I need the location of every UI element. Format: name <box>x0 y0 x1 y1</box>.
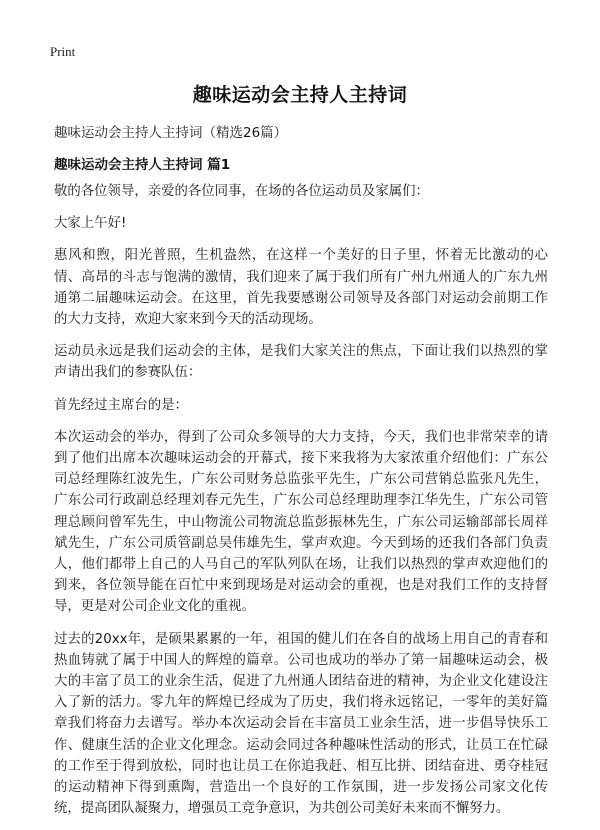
section-heading: 趣味运动会主持人主持词 篇1 <box>54 157 231 173</box>
page-title: 趣味运动会主持人主持词 <box>192 84 408 106</box>
paragraph-first-team: 首先经过主席台的是： <box>54 397 188 413</box>
paragraph-intro: 惠风和煦，阳光普照，生机盎然，在这样一个美好的日子里，怀着无比激动的心情、高昂的斗志与饱满的激情，我们迎来了属于我们所有广州九州通人的广东九州通第二届趣味运动会。在这里，首先我要感谢公司领导及各部门对运动会前期工作的大力支持，欢迎大家来到今天的活动现场。 <box>54 248 548 328</box>
document-body <box>54 181 548 830</box>
paragraph-hello: 大家上午好! <box>54 216 127 232</box>
paragraph-review: 过去的20xx年，是硕果累累的一年，祖国的健儿们在各自的战场上用自己的青春和热血铸就了属于中国人的辉煌的篇章。公司也成功的举办了第一届趣味运动会，极大的丰富了员工的业余生活，促进了九州通人团结奋进的精神，为企业文化建设注入了新的活力。零九年的辉煌已经成为了历史，我们将永远铭记，一零年的美好篇章我们将奋力去谱写。举办本次运动会旨在丰富员工业余生活，进一步倡导快乐工作、健康生活的企业文化理念。运动会同过各种趣味性活动的形式，让员工在忙碌的工作至于得到放松，同时也让员工在你追我赶、相互比拼、团结奋进、勇夺桂冠的运动精神下得到熏陶，营造出一个良好的工作氛围，进一步发扬公司家文化传统，提高团队凝聚力，增强员工竞争意识，为共创公司美好未来而不懈努力。 <box>54 631 548 817</box>
paragraph-leaders: 本次运动会的举办，得到了公司众多领导的大力支持，今天，我们也非常荣幸的请到了他们出席本次趣味运动会的开幕式，接下来我将为大家浓重介绍他们：广东公司总经理陈红波先生，广东公司财务总监张平先生，广东公司营销总监张凡先生，广东公司行政副总经理刘春元先生，广东公司总经理助理李江华先生，广东公司管理总顾问曾军先生，中山物流公司物流总监彭振林先生，广东公司运输部部长周祥斌先生，广东公司质管副总吴伟雄先生，掌声欢迎。今天到场的还我们各部门负责人，他们都带上自己的人马自己的军队列队在场，让我们以热烈的掌声欢迎他们的到来，各位领导能在百忙中来到现场是对运动会的重视，也是对我们工作的支持督导，更是对公司企业文化的重视。 <box>54 429 548 615</box>
print-link[interactable]: Print <box>50 44 76 59</box>
document-subtitle: 趣味运动会主持人主持词（精选26篇） <box>54 125 288 141</box>
paragraph-athletes: 运动员永远是我们运动会的主体，是我们大家关注的焦点，下面让我们以热烈的掌声请出我们的参赛队伍： <box>54 344 548 381</box>
paragraph-greeting: 敬的各位领导，亲爱的各位同事，在场的各位运动员及家属们： <box>54 184 429 199</box>
